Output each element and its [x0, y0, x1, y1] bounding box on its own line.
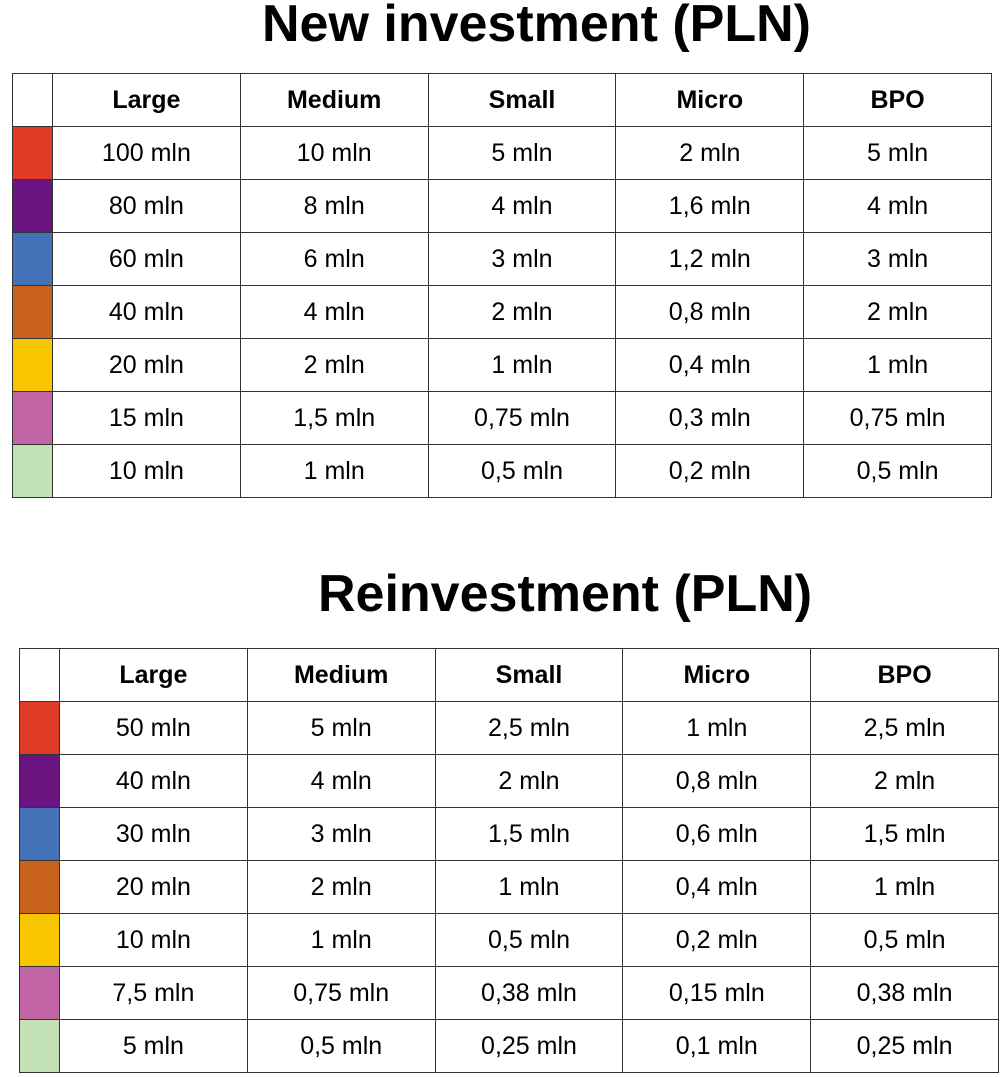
color-swatch	[13, 286, 53, 339]
value-cell: 3 mln	[428, 233, 616, 286]
value-cell: 1,2 mln	[616, 233, 804, 286]
value-cell: 2,5 mln	[435, 702, 623, 755]
value-cell: 100 mln	[53, 127, 241, 180]
value-cell: 0,15 mln	[623, 967, 811, 1020]
header-row	[20, 649, 999, 702]
value-cell: 1 mln	[811, 861, 999, 914]
column-header-medium: Medium	[247, 649, 435, 702]
color-swatch	[20, 702, 60, 755]
color-swatch	[20, 914, 60, 967]
value-cell: 40 mln	[60, 755, 248, 808]
table-row	[13, 392, 992, 445]
value-cell: 0,25 mln	[435, 1020, 623, 1073]
color-swatch	[13, 445, 53, 498]
value-cell: 0,5 mln	[435, 914, 623, 967]
column-header-small: Small	[428, 74, 616, 127]
column-header-small: Small	[435, 649, 623, 702]
color-swatch	[20, 861, 60, 914]
value-cell: 4 mln	[240, 286, 428, 339]
color-swatch	[20, 808, 60, 861]
value-cell: 4 mln	[804, 180, 992, 233]
color-swatch	[13, 180, 53, 233]
table-row	[20, 702, 999, 755]
table-row	[13, 127, 992, 180]
table-row	[20, 914, 999, 967]
value-cell: 80 mln	[53, 180, 241, 233]
value-cell: 5 mln	[60, 1020, 248, 1073]
value-cell: 10 mln	[53, 445, 241, 498]
value-cell: 8 mln	[240, 180, 428, 233]
table-row	[13, 445, 992, 498]
value-cell: 0,75 mln	[804, 392, 992, 445]
reinvestment-title: Reinvestment (PLN)	[318, 565, 813, 623]
column-header-large: Large	[60, 649, 248, 702]
value-cell: 3 mln	[247, 808, 435, 861]
value-cell: 20 mln	[60, 861, 248, 914]
value-cell: 0,5 mln	[811, 914, 999, 967]
color-swatch	[20, 755, 60, 808]
color-swatch	[20, 967, 60, 1020]
table-row	[20, 755, 999, 808]
value-cell: 2 mln	[435, 755, 623, 808]
column-header-medium: Medium	[240, 74, 428, 127]
value-cell: 0,2 mln	[623, 914, 811, 967]
reinvestment-table	[19, 648, 999, 1073]
value-cell: 0,5 mln	[247, 1020, 435, 1073]
value-cell: 0,5 mln	[804, 445, 992, 498]
table-row	[20, 1020, 999, 1073]
value-cell: 1 mln	[247, 914, 435, 967]
value-cell: 6 mln	[240, 233, 428, 286]
value-cell: 0,75 mln	[247, 967, 435, 1020]
value-cell: 0,38 mln	[435, 967, 623, 1020]
value-cell: 4 mln	[428, 180, 616, 233]
corner-cell	[20, 649, 60, 702]
value-cell: 2 mln	[240, 339, 428, 392]
value-cell: 0,38 mln	[811, 967, 999, 1020]
value-cell: 10 mln	[60, 914, 248, 967]
value-cell: 0,6 mln	[623, 808, 811, 861]
value-cell: 1,5 mln	[435, 808, 623, 861]
table-row	[20, 808, 999, 861]
value-cell: 0,25 mln	[811, 1020, 999, 1073]
value-cell: 5 mln	[247, 702, 435, 755]
value-cell: 2,5 mln	[811, 702, 999, 755]
new-investment-table	[12, 73, 992, 498]
value-cell: 50 mln	[60, 702, 248, 755]
table-row	[20, 967, 999, 1020]
value-cell: 1 mln	[240, 445, 428, 498]
value-cell: 1,5 mln	[240, 392, 428, 445]
value-cell: 20 mln	[53, 339, 241, 392]
value-cell: 0,3 mln	[616, 392, 804, 445]
value-cell: 1 mln	[804, 339, 992, 392]
color-swatch	[20, 1020, 60, 1073]
column-header-bpo: BPO	[811, 649, 999, 702]
color-swatch	[13, 392, 53, 445]
value-cell: 1 mln	[435, 861, 623, 914]
table-row	[13, 233, 992, 286]
value-cell: 7,5 mln	[60, 967, 248, 1020]
column-header-micro: Micro	[623, 649, 811, 702]
value-cell: 1,6 mln	[616, 180, 804, 233]
table-row	[13, 180, 992, 233]
color-swatch	[13, 233, 53, 286]
value-cell: 0,5 mln	[428, 445, 616, 498]
value-cell: 1 mln	[623, 702, 811, 755]
column-header-bpo: BPO	[804, 74, 992, 127]
value-cell: 10 mln	[240, 127, 428, 180]
color-swatch	[13, 127, 53, 180]
value-cell: 3 mln	[804, 233, 992, 286]
value-cell: 0,75 mln	[428, 392, 616, 445]
table-row	[20, 861, 999, 914]
header-row	[13, 74, 992, 127]
column-header-large: Large	[53, 74, 241, 127]
value-cell: 1,5 mln	[811, 808, 999, 861]
column-header-micro: Micro	[616, 74, 804, 127]
value-cell: 2 mln	[428, 286, 616, 339]
value-cell: 0,1 mln	[623, 1020, 811, 1073]
new-investment-title: New investment (PLN)	[262, 0, 811, 53]
value-cell: 5 mln	[804, 127, 992, 180]
value-cell: 0,8 mln	[616, 286, 804, 339]
value-cell: 0,4 mln	[623, 861, 811, 914]
value-cell: 0,4 mln	[616, 339, 804, 392]
value-cell: 60 mln	[53, 233, 241, 286]
value-cell: 2 mln	[811, 755, 999, 808]
table-row	[13, 339, 992, 392]
value-cell: 0,2 mln	[616, 445, 804, 498]
value-cell: 2 mln	[616, 127, 804, 180]
value-cell: 2 mln	[247, 861, 435, 914]
value-cell: 1 mln	[428, 339, 616, 392]
value-cell: 0,8 mln	[623, 755, 811, 808]
value-cell: 4 mln	[247, 755, 435, 808]
corner-cell	[13, 74, 53, 127]
value-cell: 5 mln	[428, 127, 616, 180]
value-cell: 30 mln	[60, 808, 248, 861]
color-swatch	[13, 339, 53, 392]
value-cell: 40 mln	[53, 286, 241, 339]
table-row	[13, 286, 992, 339]
value-cell: 15 mln	[53, 392, 241, 445]
value-cell: 2 mln	[804, 286, 992, 339]
